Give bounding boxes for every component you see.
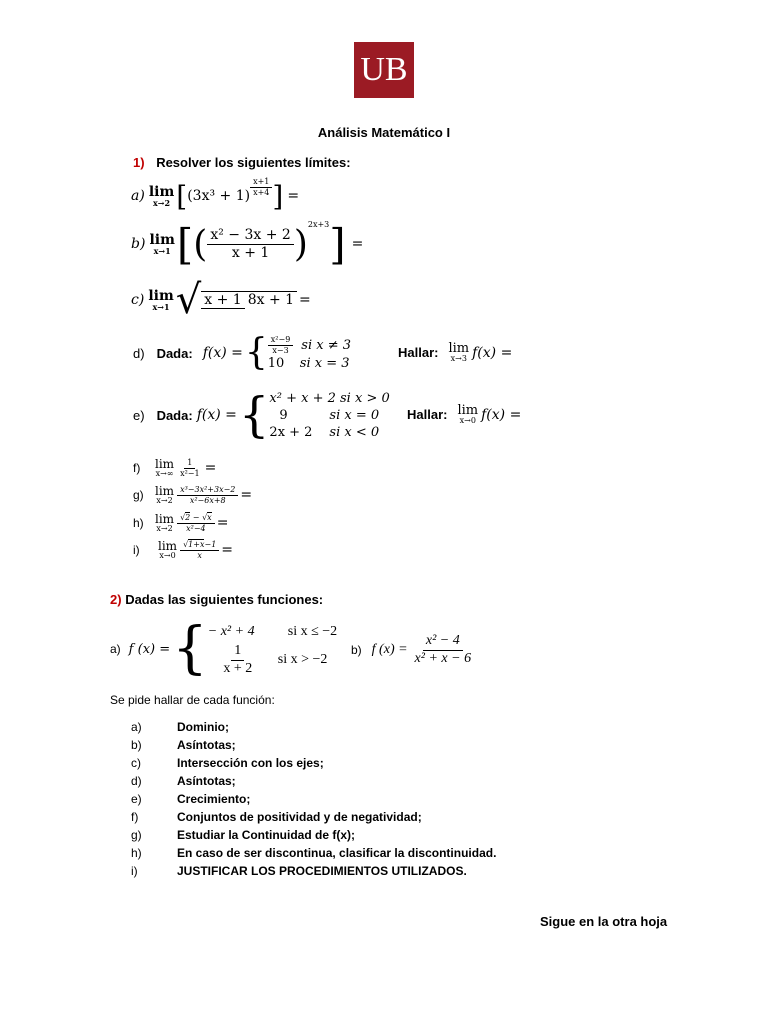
section-1-title: Resolver los siguientes límites:	[156, 155, 351, 170]
limit-h-equals: =	[216, 515, 229, 531]
limit-a-label: a)	[131, 188, 145, 204]
limit-d-target: f(x) =	[472, 344, 513, 361]
limit-d-dada: Dada:	[156, 345, 193, 361]
list-item: h) En caso de ser discontinua, clasificar la discontinuidad.	[131, 846, 497, 860]
limit-b-exponent: 2x+3	[307, 220, 330, 229]
function-b-fraction: $\frac{\text{x² − 4}}{\text{x² + x − 6}}$	[414, 632, 472, 666]
limit-i	[133, 537, 233, 563]
section-2-heading	[110, 592, 323, 607]
limit-e-operator: lim x→0	[457, 403, 479, 425]
limit-g-equals: =	[240, 487, 253, 503]
limit-a: a) lim x→2 [ (3x³ + 1) $\frac{x+1}{x+4}$ ] =	[131, 176, 300, 213]
instruction-text: Se pide hallar de cada función:	[110, 693, 275, 707]
section-1-number: 1)	[133, 155, 145, 170]
limit-f-label: f)	[133, 461, 141, 475]
limit-e-target: f(x) =	[481, 406, 522, 423]
radical-icon: √	[175, 277, 202, 323]
function-b-label: b)	[351, 643, 362, 657]
limit-f-equals: =	[204, 460, 217, 476]
limit-f	[133, 455, 216, 481]
list-item: d) Asíntotas;	[131, 774, 236, 788]
limit-h-fraction: $\frac{√2 - √x}{\text{x²−4}}$	[177, 512, 215, 533]
function-a-fx: f (x) =	[128, 641, 171, 657]
limit-f-operator: lim x→∞	[155, 457, 175, 478]
list-item: b) Asíntotas;	[131, 738, 236, 752]
list-item: g) Estudiar la Continuidad de f(x);	[131, 828, 356, 842]
limit-d-fx: f(x) =	[202, 345, 243, 361]
limit-d-operator: lim x→3	[448, 341, 470, 363]
list-item: e) Crecimiento;	[131, 792, 251, 806]
page-title: Análisis Matemático I	[317, 125, 451, 140]
list-item: f) Conjuntos de positividad y de negatividad;	[131, 810, 422, 824]
task-list	[131, 718, 496, 880]
function-a-label: a)	[110, 642, 121, 656]
limit-i-fraction: $\frac{√1+x-1}{x}$	[180, 539, 219, 560]
limit-b-operator: lim x→1	[149, 232, 175, 256]
university-logo	[354, 42, 414, 98]
section-2-number: 2)	[110, 592, 122, 607]
limit-e: e) Dada: f(x) = { x² + x + 2 si x > 0 9 si x = 0 2x + 2 si x < 0	[133, 387, 390, 443]
function-a: a) f (x) = { − x² + 4 si x ≤ −2 $\frac{1}{x + 2}$ si x > −2	[110, 616, 338, 681]
limit-c-operator: lim x→1	[148, 288, 174, 312]
logo-text: UB	[360, 51, 408, 88]
limit-c-fraction: x + 1 8x + 1	[201, 291, 297, 309]
limit-c	[131, 278, 311, 322]
list-item: a) Dominio;	[131, 720, 229, 734]
section-2-title: Dadas las siguientes funciones:	[125, 592, 324, 607]
limit-d: d) Dada: f(x) = { $\frac{\text{x²−9}}{x-3}$ si x ≠ 3 10 si x = 3	[133, 332, 352, 373]
limit-h-label: h)	[133, 516, 144, 530]
limit-g-label: g)	[133, 488, 144, 502]
limit-d-hallar-label: Hallar:	[398, 345, 439, 360]
limit-b: b) lim x→1 [ ( $\frac{\text{x² − 3x + 2}}{x + 1}$ ) 2x+3 ] =	[131, 219, 364, 269]
limit-i-label: i)	[133, 543, 140, 557]
limit-h-operator: lim x→2	[155, 512, 175, 533]
limit-h	[133, 510, 228, 536]
limit-b-label: b)	[131, 236, 146, 252]
section-1-heading	[133, 155, 351, 170]
limit-b-equals: =	[351, 236, 364, 252]
limit-c-label: c)	[131, 292, 145, 308]
limit-d-hallar	[398, 342, 512, 363]
footer-note: Sigue en la otra hoja	[540, 914, 668, 929]
limit-f-fraction: $\frac{1}{\text{x²−1}}$	[180, 457, 200, 478]
limit-a-base: (3x³ + 1)	[187, 188, 251, 204]
list-item: i) JUSTIFICAR LOS PROCEDIMIENTOS UTILIZADOS.	[131, 864, 467, 878]
limit-a-equals: =	[287, 188, 300, 204]
limit-e-hallar	[407, 404, 521, 425]
limit-b-fraction: $\frac{\text{x² − 3x + 2}}{x + 1}$	[207, 227, 293, 262]
limit-e-dada: Dada:	[156, 407, 193, 423]
limit-i-operator: lim x→0	[158, 539, 178, 560]
limit-g	[133, 482, 252, 508]
limit-e-cases: x² + x + 2 si x > 0 9 si x = 0 2x + 2 si x < 0	[269, 390, 390, 440]
limit-d-cases: $\frac{\text{x²−9}}{x-3}$ si x ≠ 3 10 si x = 3	[267, 335, 352, 371]
function-b-fx: f (x) =	[371, 642, 408, 657]
list-item: c) Intersección con los ejes;	[131, 756, 324, 770]
limit-c-equals: =	[299, 292, 311, 308]
function-a-cases: − x² + 4 si x ≤ −2 $\frac{1}{x + 2}$ si x > −2	[207, 623, 338, 676]
limit-g-fraction: $\frac{\text{x³−3x²+3x−2}}{\text{x²−6x+8}}$	[177, 485, 238, 505]
limit-i-equals: =	[221, 542, 234, 558]
limit-g-operator: lim x→2	[155, 484, 175, 505]
limit-a-exponent: $\frac{x+1}{x+4}$	[250, 177, 272, 197]
limit-e-label: e)	[133, 407, 145, 423]
function-b	[351, 630, 474, 670]
limit-a-operator: lim x→2	[148, 184, 175, 208]
limit-e-fx: f(x) =	[196, 407, 237, 423]
limit-d-label: d)	[133, 345, 145, 361]
limit-e-hallar-label: Hallar:	[407, 407, 448, 422]
